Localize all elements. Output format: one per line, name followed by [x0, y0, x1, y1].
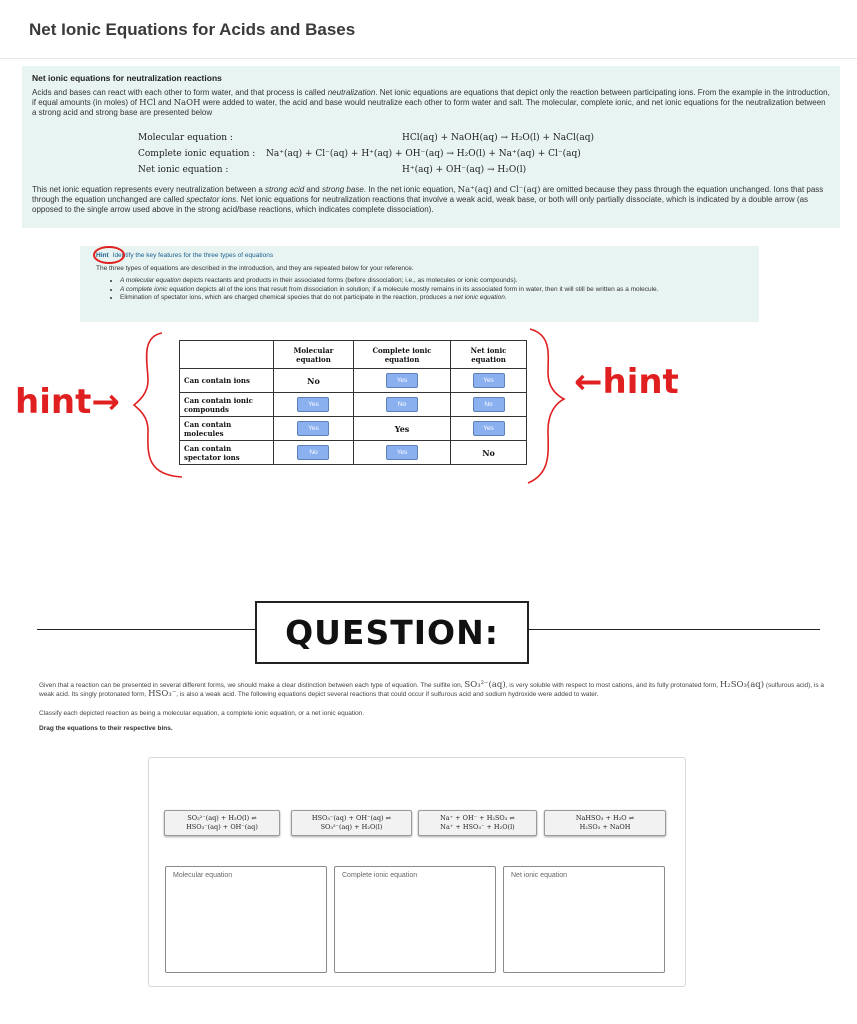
question-banner: QUESTION:: [255, 601, 529, 664]
equation-card-line: Na⁺ + OH⁻ + H₂SO₃ ⇌: [440, 814, 515, 822]
bin-complete-ionic-equation[interactable]: [334, 866, 496, 973]
answer-chip[interactable]: Yes: [386, 445, 418, 460]
equation-card-line: HSO₃⁻(aq) + OH⁻(aq): [186, 823, 258, 831]
answer-chip[interactable]: Yes: [473, 373, 505, 388]
equation-card-line: SO₃²⁻(aq) + H₂O(l) ⇌: [187, 814, 257, 822]
equation-card-line: H₂SO₃ + NaOH: [579, 823, 631, 831]
answer-chip[interactable]: No: [297, 445, 329, 460]
hint-annotation-right: ←hint: [574, 362, 679, 402]
intro-paragraph-2: This net ionic equation represents every neutralization between a strong acid and strong base. In the net ionic equation, Na⁺(aq) and Cl⁻(aq) are omitted because they pass through the equation unchanged. Ions that pass through the equation unchanged are called spectator ions. Net ionic equations for neutralization reactions that involve a weak acid, weak base, or both will only partially dissociate, which is indicated by a double arrow (as opposed to the single arrow used above in the strong acid/base reactions, which indicates complete dissociation).: [32, 185, 824, 214]
answer-chip[interactable]: Yes: [297, 421, 329, 436]
answer-chip[interactable]: No: [386, 397, 418, 412]
equation-card-4[interactable]: [544, 810, 666, 836]
intro-heading: Net ionic equations for neutralization reactions: [32, 73, 222, 83]
equation-card-line: NaHSO₃ + H₂O ⇌: [575, 814, 635, 822]
question-rule-right: [529, 629, 820, 630]
hint-annotation-left: hint→: [15, 382, 120, 422]
row-label: Can contain spectator ions: [180, 441, 274, 465]
title-divider: [0, 58, 857, 59]
table-header-cell: Molecular equation: [274, 341, 354, 369]
table-header-cell: Complete ionic equation: [353, 341, 450, 369]
answer-chip[interactable]: Yes: [386, 373, 418, 388]
equation-card-3[interactable]: [418, 810, 537, 836]
equation-card-2[interactable]: [291, 810, 412, 836]
intro-paragraph-1: Acids and bases can react with each other to form water, and that process is called neutralization. Net ionic equations are equations that depict only the reaction between participating ions. From the example in the introduction, if equal amounts (in moles) of HCl and NaOH were added to water, the acid and base would neutralize each other to form water and salt. The molecular, complete ionic, and net ionic equations for the neutralization between a strong acid and strong base are presented below: [32, 88, 830, 117]
hint-panel: [80, 246, 759, 322]
hint-circle-annotation: [93, 246, 125, 264]
classify-instruction: Classify each depicted reaction as being a molecular equation, a complete ionic equation, or a net ionic equation.: [39, 710, 365, 717]
hint-item-molecular: • A molecular equation depicts reactants and products in their associated forms (before dissociation; i.e., as molecules or ionic compounds).: [120, 277, 743, 286]
table-header-cell: Net ionic equation: [451, 341, 527, 369]
hint-list: [120, 277, 743, 303]
row-label: Can contain ionic compounds: [180, 393, 274, 417]
hint-subtitle: Identify the key features for the three types of equations: [112, 252, 274, 259]
hint-toggle-link[interactable]: Hint: [96, 252, 109, 259]
drag-instruction: Drag the equations to their respective bins.: [39, 725, 173, 732]
answer-text: Yes: [394, 423, 410, 434]
intro-panel: [22, 66, 840, 228]
equation-card-line: Na⁺ + HSO₃⁻ + H₂O(l): [440, 823, 515, 831]
molecular-equation-formula: HCl(aq) + NaOH(aq) → H₂O(l) + NaCl(aq): [402, 133, 595, 143]
bin-label: Net ionic equation: [511, 872, 568, 879]
answer-text: No: [307, 375, 320, 386]
bin-net-ionic-equation[interactable]: [503, 866, 665, 973]
row-label: Can contain ions: [180, 369, 274, 393]
answer-chip[interactable]: Yes: [297, 397, 329, 412]
equation-card-line: HSO₃⁻(aq) + OH⁻(aq) ⇌: [311, 814, 392, 822]
equation-card-1[interactable]: [164, 810, 280, 836]
right-brace-icon: [528, 329, 564, 483]
bin-label: Complete ionic equation: [342, 872, 418, 879]
hint-header: [96, 252, 743, 261]
molecular-equation-label: Molecular equation :: [138, 133, 233, 143]
complete-ionic-equation-label: Complete ionic equation :: [138, 149, 256, 159]
question-rule-left: [37, 629, 255, 630]
answer-chip[interactable]: No: [473, 397, 505, 412]
net-ionic-equation-label: Net ionic equation :: [138, 165, 229, 175]
hint-description: The three types of equations are described in the introduction, and they are repeated below for your reference.: [96, 264, 414, 272]
left-brace-icon: [134, 333, 182, 477]
net-ionic-equation-formula: H⁺(aq) + OH⁻(aq) → H₂O(l): [402, 165, 527, 175]
hint-item-complete: • A complete ionic equation depicts all of the ions that result from dissociation in solution; if a molecule mostly remains in its associated form in water, then it will still be written as a molecule.: [120, 286, 743, 295]
complete-ionic-equation-formula: Na⁺(aq) + Cl⁻(aq) + H⁺(aq) + OH⁻(aq) → H₂O(l) + Na⁺(aq) + Cl⁻(aq): [266, 149, 581, 159]
page-title: Net Ionic Equations for Acids and Bases: [29, 20, 356, 39]
row-label: Can contain molecules: [180, 417, 274, 441]
bin-molecular-equation[interactable]: [165, 866, 327, 973]
equation-card-line: SO₃²⁻(aq) + H₂O(l): [320, 823, 383, 831]
brace-annotations: [0, 325, 857, 490]
hint-item-net: • Elimination of spectator ions, which are charged chemical species that do not participate in the reaction, produces a net ionic equation.: [120, 294, 743, 303]
answer-chip[interactable]: Yes: [473, 421, 505, 436]
bin-label: Molecular equation: [173, 872, 233, 879]
question-paragraph: Given that a reaction can be presented in several different forms, we should make a clear distinction between each type of equation. The sulfite ion, SO₃²⁻(aq), is very soluble with respect to most cations, and its fully protonated form, H₂SO₃(aq) (sulfurous acid), is a weak acid. Its singly protonated form, HSO₃⁻, is also a weak acid. The following equations depict several reactions that could occur if sulfurous acid and sodium hydroxide were added to water.: [39, 680, 825, 699]
answer-text: No: [482, 447, 495, 458]
